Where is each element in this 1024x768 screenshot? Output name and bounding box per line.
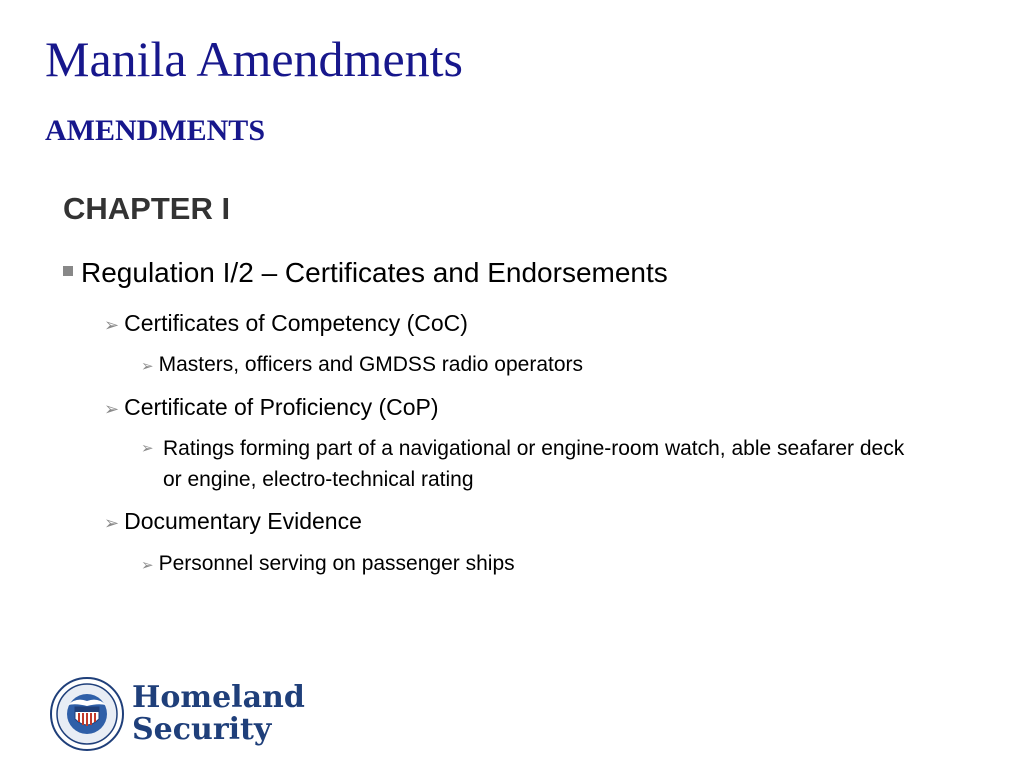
list-item-level2 [104,394,439,421]
logo-text-line2: Security [132,712,272,747]
arrowhead-bullet-icon: ➢ [141,557,154,574]
list-item-text: Certificates of Competency (CoC) [124,310,468,336]
list-item-text: Ratings forming part of a navigational or engine-room watch, able seafarer deck or engine, electro-technical rating [163,437,905,491]
slide-title: Manila Amendments [45,31,463,87]
list-item-text: Certificate of Proficiency (CoP) [124,394,439,420]
square-bullet-icon [63,266,73,276]
logo-text-line1: Homeland [132,680,305,715]
list-item-level2 [104,310,468,337]
list-item-level3 [141,349,583,382]
list-item-level1 [63,257,668,289]
arrowhead-bullet-icon: ➢ [141,358,154,375]
list-item-level2 [104,508,362,535]
list-item-text: Documentary Evidence [124,508,362,534]
arrowhead-bullet-icon: ➢ [104,315,120,335]
dhs-logo [50,677,305,752]
chapter-heading: CHAPTER I [63,191,231,226]
slide-subtitle: AMENDMENTS [45,114,266,147]
list-item-level3 [141,548,515,581]
list-item-text: Regulation I/2 – Certificates and Endorsements [81,257,668,288]
dhs-seal-icon [50,677,124,751]
arrowhead-bullet-icon: ➢ [141,440,154,457]
list-item-text: Personnel serving on passenger ships [158,552,515,575]
arrowhead-bullet-icon: ➢ [104,513,120,533]
list-item-text: Masters, officers and GMDSS radio operators [158,353,584,376]
arrowhead-bullet-icon: ➢ [104,399,120,419]
